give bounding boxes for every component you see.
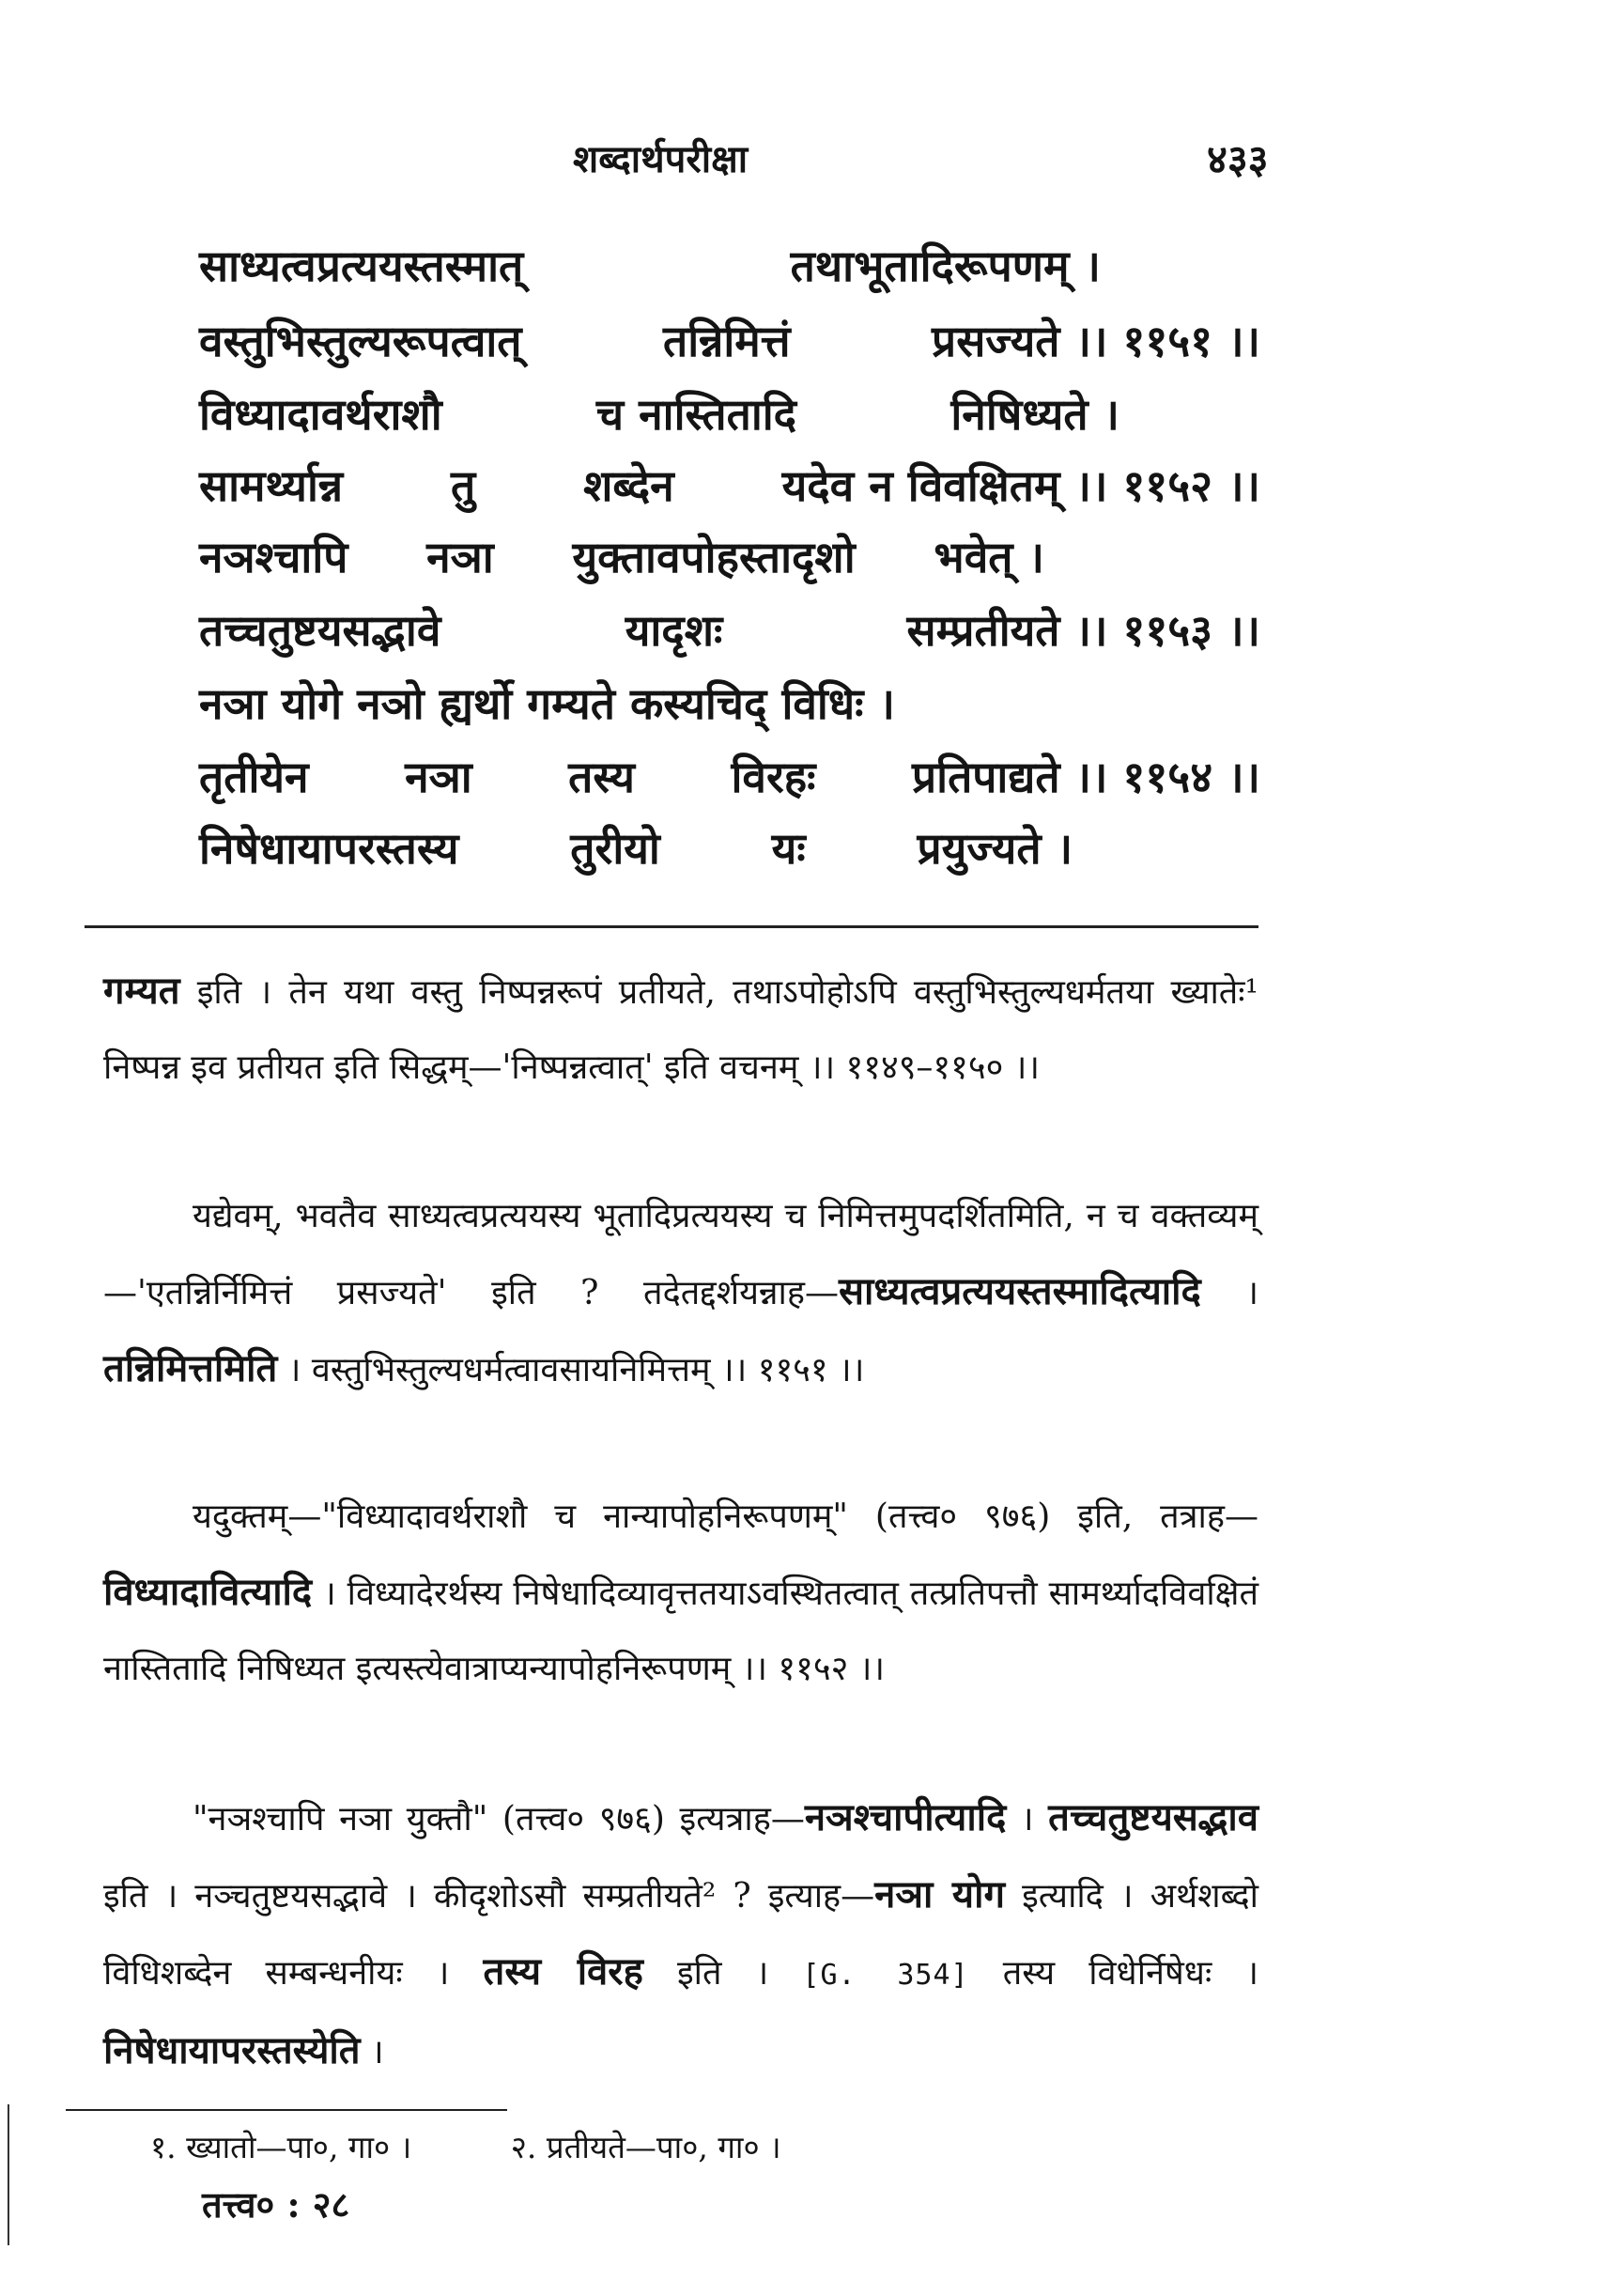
signature-mark: तत्त्व० : २८ — [202, 2183, 350, 2226]
lemma-bold: गम्यत — [103, 969, 180, 1013]
verse-line — [199, 738, 1260, 814]
edition-reference: [G. 354] — [802, 1959, 969, 1992]
verse-segment: नञा — [426, 532, 494, 582]
commentary-text: । — [1200, 1274, 1259, 1312]
verse-segment: वस्तुभिस्तुल्यरूपत्वात् — [199, 316, 522, 366]
verse-line — [199, 592, 1260, 667]
lemma-bold: विध्यादावित्यादि — [103, 1570, 313, 1614]
lemma-bold: नञा योग — [874, 1872, 1006, 1916]
page-title: शब्दार्थपरीक्षा — [573, 137, 749, 181]
verse-line — [199, 519, 1260, 594]
lemma-bold: तस्य विरह — [483, 1949, 643, 1993]
lemma-bold: निषेधायापरस्तस्येति — [103, 2028, 361, 2072]
commentary-paragraph — [103, 1179, 1258, 1408]
commentary-text: इत्यादि । अर्थशब्दो विधिशब्देन सम्बन्धनीयः । — [103, 1877, 1258, 1993]
verse-line — [199, 303, 1260, 378]
verse-segment: निषिध्यते । — [950, 389, 1119, 440]
verse-segment: नञश्चापि — [199, 532, 348, 582]
verse-line — [199, 810, 1260, 885]
verse-segment: तृतीयेन — [199, 752, 309, 802]
commentary-text: । वस्तुभिस्तुल्यधर्मत्वावसायनिमित्तम् ।। ११५१ ।। — [277, 1351, 865, 1389]
lemma-bold: तन्निमित्तमिति — [103, 1346, 278, 1390]
verse-segment: तु — [450, 460, 476, 511]
verse-segment: तच्चतुष्टयसद्भावे — [199, 605, 441, 656]
verse-segment: तथाभूतादिरूपणम् । — [790, 240, 1101, 291]
verse-segment: यदेव न विवक्षितम् ।। ११५२ ।। — [781, 460, 1260, 511]
verse-segment: यः — [771, 823, 806, 874]
verse-segment: च नास्तितादि — [595, 389, 797, 440]
verse-segment: प्रतिपाद्यते ।। ११५४ ।। — [911, 752, 1260, 802]
verse-segment: निषेधायापरस्तस्य — [199, 823, 459, 874]
commentary-paragraph — [103, 1480, 1258, 1707]
scan-edge-mark — [8, 2104, 9, 2245]
commentary-text: । — [1006, 1800, 1049, 1838]
verse-segment: प्रयुज्यते । — [917, 823, 1073, 874]
commentary-text: यदुक्तम्—"विध्यादावर्थराशौ च नान्यापोहनिरूपणम्" (तत्त्व० ९७६) इति, तत्राह— — [193, 1497, 1258, 1536]
verse-segment: विध्यादावर्थराशौ — [199, 389, 442, 440]
commentary-paragraph — [103, 1780, 1258, 2090]
verse-segment: सामर्थ्यान्न — [199, 460, 344, 511]
verse-segment: यादृशः — [625, 605, 723, 656]
verse-segment: शब्देन — [583, 460, 674, 511]
footnotes — [150, 2125, 1089, 2167]
lemma-bold: साध्यत्वप्रत्ययस्तस्मादित्यादि — [838, 1269, 1201, 1313]
verse-segment: युक्तावपोहस्तादृशो — [572, 532, 856, 582]
verse-line — [199, 376, 1260, 451]
verse-segment: नञा — [405, 752, 472, 802]
footnote: २. प्रतीयते—पा०, गा० । — [510, 2129, 781, 2165]
verse-segment: साध्यत्वप्रत्ययस्तस्मात् — [199, 240, 524, 291]
verse-segment: सम्प्रतीयते ।। ११५३ ।। — [906, 605, 1260, 656]
verse-segment: विरहः — [731, 752, 816, 802]
commentary-text: तस्य विधेर्निषेधः । — [968, 1954, 1258, 1993]
verse-line — [199, 447, 1260, 522]
commentary-paragraph — [103, 954, 1258, 1106]
footnote-divider — [66, 2109, 507, 2111]
verse-segment: नञा योगे नञो ह्यर्थो गम्यते कस्यचिद् विधिः । — [199, 678, 895, 729]
lemma-bold: नञश्चापीत्यादि — [804, 1795, 1007, 1839]
lemma-bold: तच्चतुष्टयसद्भाव — [1048, 1795, 1259, 1839]
commentary-text: "नञश्चापि नञा युक्तौ" (तत्त्व० ९७६) इत्यत्राह— — [193, 1800, 805, 1838]
footnote: १. ख्यातो—पा०, गा० । — [150, 2129, 412, 2165]
commentary-text: इति । — [642, 1954, 803, 1993]
page-number: ४३३ — [1207, 136, 1269, 182]
commentary-text: यद्येवम्, भवतैव साध्यत्वप्रत्ययस्य भूतादिप्रत्ययस्य च निमित्तमुपदर्शितमिति, न च वक्तव्यम्—'एतन्निर्निमित्तं प्रसज्यते' इति ? तदेतद्दर्शयन्नाह— — [103, 1197, 1258, 1312]
verse-segment: प्रसज्यते ।। ११५१ ।। — [932, 316, 1260, 366]
verse-segment: तस्य — [568, 752, 635, 802]
verse-segment: भवेत् । — [934, 532, 1044, 582]
verse-line — [199, 665, 1260, 740]
commentary-text: इति । तेन यथा वस्तु निष्पन्नरूपं प्रतीयते, तथाऽपोहोऽपि वस्तुभिस्तुल्यधर्मतया ख्यातेः¹ निष्पन्न इव प्रतीयत इति सिद्धम्—'निष्पन्नत्वात्' इति वचनम् ।। ११४९–११५० ।। — [103, 973, 1258, 1087]
running-head — [0, 132, 1621, 188]
commentary-text: । विध्यादेरर्थस्य निषेधादिव्यावृत्ततयाऽवस्थितत्वात् तत्प्रतिपत्तौ सामर्थ्यादविवक्षितं नास्तितादि निषिध्यत इत्यस्त्येवात्राप्यन्यापोहनिरूपणम् ।। ११५२ ।। — [103, 1575, 1258, 1688]
commentary-text: । — [360, 2033, 384, 2071]
commentary-text: इति । नञ्चतुष्टयसद्भावे । कीदृशोऽसौ सम्प्रतीयते² ? इत्याह— — [103, 1877, 875, 1916]
section-divider — [85, 925, 1258, 928]
verse-line — [199, 227, 1260, 303]
verse-segment: तुरीयो — [570, 823, 660, 874]
verse-segment: तन्निमित्तं — [663, 316, 791, 366]
